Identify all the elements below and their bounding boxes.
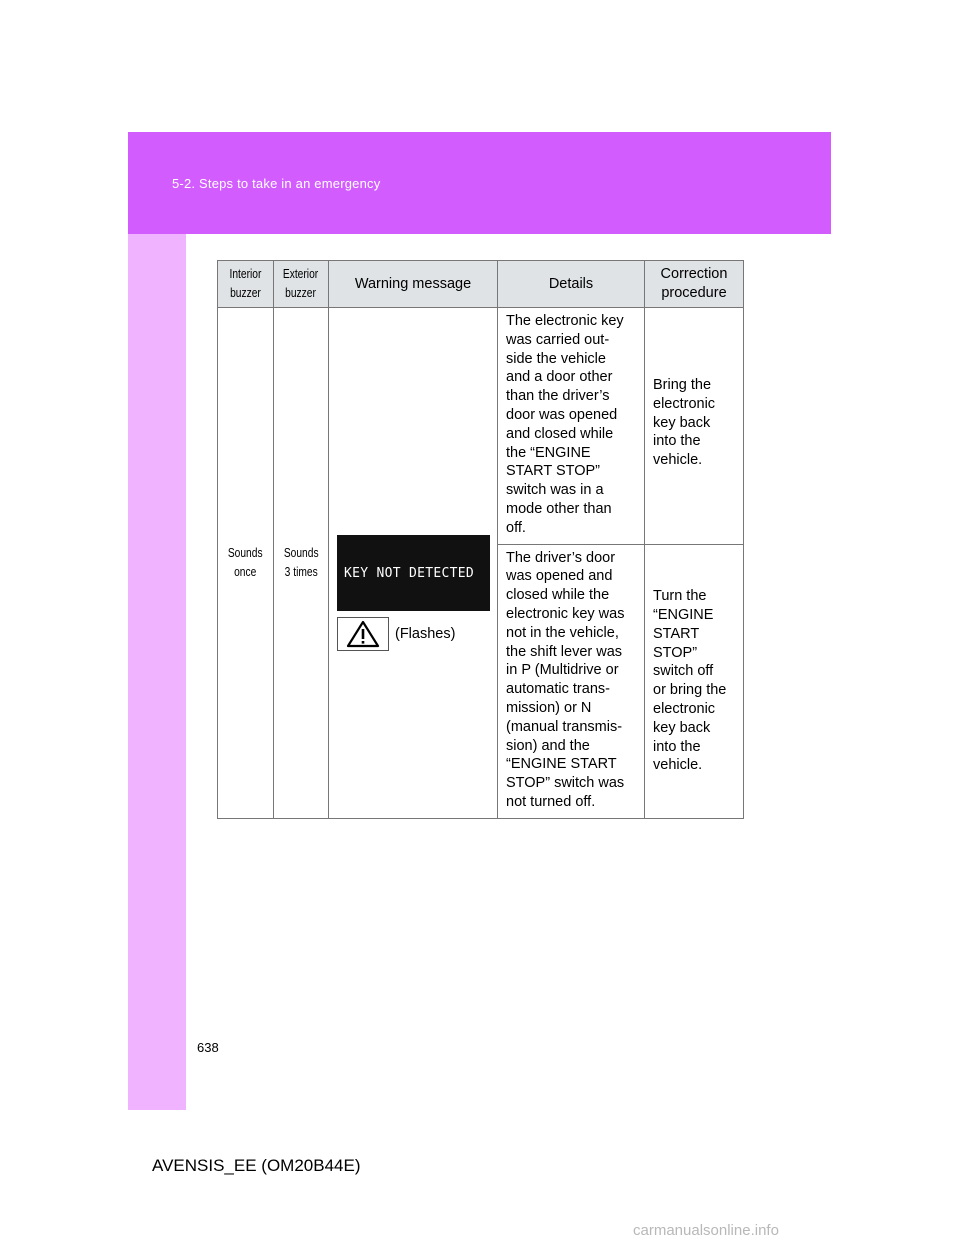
correction-cell: Turn the “ENGINE START STOP” switch off or bring the electronic key back into the vehicle. [645,544,744,818]
warning-table [217,260,744,819]
page-number: 638 [197,1040,219,1055]
manual-code: AVENSIS_EE (OM20B44E) [152,1156,361,1175]
warning-message-cell [329,308,498,819]
warning-indicator [337,617,389,651]
header-interior-buzzer: Interior buzzer [218,261,274,308]
side-strip [128,234,186,1110]
watermark: carmanualsonline.info [633,1222,779,1239]
flash-note: (Flashes) [395,625,456,642]
display-message: KEY NOT DETECTED [344,565,475,581]
header-correction: Correction procedure [645,261,744,308]
details-cell: The driver’s door was opened and closed while the electronic key was not in the vehicle, the shift lever was in P (Multidrive or automatic trans- mission) or N (manual transmis- sion) and the “ENGINE START STOP” switch was not turned off. [498,544,645,818]
header-warning-message: Warning message [329,261,498,308]
details-cell: The electronic key was carried out- side the vehicle and a door other than the driver’s door was opened and closed while the “ENGINE START STOP” switch was in a mode other than off. [498,308,645,545]
table-header-row [218,261,744,308]
warning-triangle-icon [346,620,380,648]
interior-buzzer-cell: Sounds once [218,308,274,819]
section-title: 5-2. Steps to take in an emergency [172,176,381,191]
multi-info-display [337,535,490,611]
exterior-buzzer-cell: Sounds 3 times [274,308,329,819]
correction-cell: Bring the electronic key back into the vehicle. [645,308,744,545]
table-row [218,308,744,545]
header-exterior-buzzer: Exterior buzzer [274,261,329,308]
header-details: Details [498,261,645,308]
